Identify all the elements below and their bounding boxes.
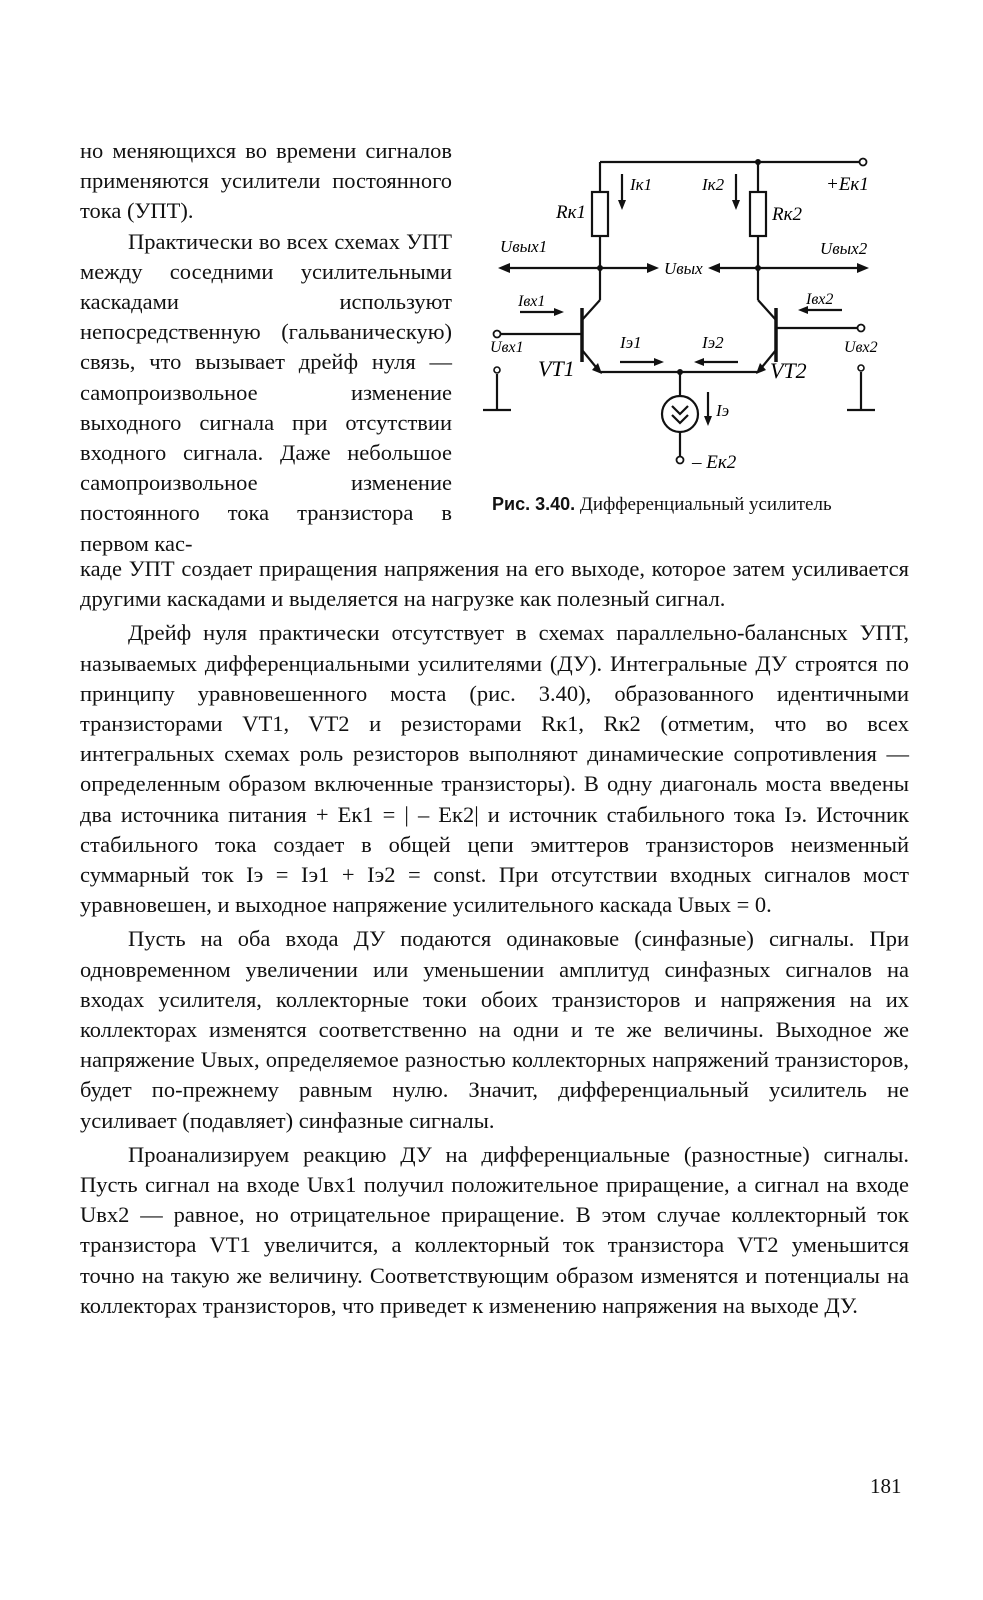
resistor-rk1 [592,192,608,236]
paragraph-differential: Проанализируем реакцию ДУ на дифференциальные (разностные) сигналы. Пусть сигнал на входе Uвх1 получил положительное приращение, а сигнал на входе Uвх2 — равное, но отрицательное приращение. В этом случае коллекторный ток транзистора VT1 увеличится, а коллекторный ток транзистора VT2 уменьшится точно на такую же величину. Соответствующим образом изменятся и потенциалы на коллекторах транзисторов, что приведет к изменению напряжения на выходе ДУ. [80,1141,909,1318]
ground2-terminal [858,365,864,371]
ik1-arrow-head [618,200,626,210]
label-ek1: +Eк1 [826,174,869,195]
intro-paragraph-2: Практически во всех схемах УПТ между соседними усилительными каскадами используют непосредственную (гальваническую) связь, что вызывает дрейф нуля — самопроизвольное изменение выходного сигнала при отсутствии входного сигнала. Даже небольшое самопроизвольное изменение постоянного тока транзистора в первом кас- [80,228,452,556]
label-rk2: Rк2 [772,204,802,225]
resistor-rk2 [750,192,766,236]
figure-caption [492,492,902,517]
vt1-collector-lead [582,300,600,320]
label-ivh1: Iвх1 [518,293,546,310]
vt2-collector-lead [758,300,776,320]
intro-paragraph-1: но меняющихся во времени сигналов применяются усилители постоянного тока (УПТ). [80,138,452,224]
label-uvh2: Uвх2 [844,339,878,356]
page-number: 181 [870,1474,902,1498]
label-vt1: VT1 [538,356,575,381]
ground1-terminal [494,367,500,373]
label-ivh2: Iвх2 [806,291,834,308]
figure-caption-number: Рис. 3.40. [492,494,576,514]
label-ie1: Iэ1 [620,333,642,352]
uvyh1-arrow-head [498,263,510,273]
label-uvh1: Uвх1 [490,339,524,356]
label-ik2: Iк2 [702,175,725,194]
ek2-terminal [677,457,684,464]
uvyh-right-head [708,263,720,273]
differential-amplifier-diagram [480,140,910,480]
label-ik1: Iк1 [630,175,653,194]
uvyh2-arrow-head [857,263,869,273]
ik2-arrow-head [732,200,740,210]
ie1-arrow-head [654,358,664,366]
figure-caption-text: Дифференциальный усилитель [579,494,832,515]
label-uvyh1: Uвых1 [500,237,548,256]
input2-terminal [858,325,865,332]
uvyh-left-head [647,263,659,273]
input1-terminal [494,331,501,338]
ivh1-arrow-head [554,308,564,316]
label-ie: Iэ [716,401,730,420]
paragraph-drift: Дрейф нуля практически отсутствует в схемах параллельно-балансных УПТ, называемых дифференциальными усилителями (ДУ). Интегральные ДУ строятся по принципу уравновешенного моста (рис. 3.40), образованного идентичными транзисторами VT1, VT2 и резисторами Rк1, Rк2 (отметим, что во всех интегральных схемах роль резисторов выполняют динамические сопротивления — определенным образом включенные транзисторы). В одну диагональ моста введены два источника питания + Eк1 = | – Eк2| и источник стабильного тока Iэ. Источник стабильного тока создает в общей цепи эмиттеров транзисторов неизменный суммарный ток Iэ = Iэ1 + Iэ2 = const. При отсутствии входных сигналов мост уравновешен, и выходное напряжение усилительного каскада Uвых = 0. [80,620,909,918]
label-ek2: – Eк2 [692,452,737,473]
label-uvyh2: Uвых2 [820,239,868,258]
ie2-arrow-head [694,358,704,366]
intro-text-column [80,136,452,559]
supply-terminal [860,159,867,166]
ie-arrow-head [704,416,712,426]
main-text-column [80,554,909,1321]
label-vt2: VT2 [770,358,807,383]
paragraph-continuation: каде УПТ создает приращения напряжения на его выходе, которое затем усиливается другими каскадами и выделяется на нагрузке как полезный сигнал. [80,556,909,612]
label-uvyh: Uвых [664,259,703,278]
paragraph-common-mode: Пусть на оба входа ДУ подаются одинаковые (синфазные) сигналы. При одновременном увеличении или уменьшении амплитуд синфазных сигналов на входах усилителя, коллекторные токи обоих транзисторов и напряжения на их коллекторах изменятся соответственно на одни и те же величины. Выходное же напряжение Uвых, определяемое разностью коллекторных напряжений транзисторов, будет по-прежнему равным нулю. Значит, дифференциальный усилитель не усиливает (подавляет) синфазные сигналы. [80,926,909,1133]
label-rk1: Rк1 [556,202,586,223]
label-ie2: Iэ2 [702,333,724,352]
